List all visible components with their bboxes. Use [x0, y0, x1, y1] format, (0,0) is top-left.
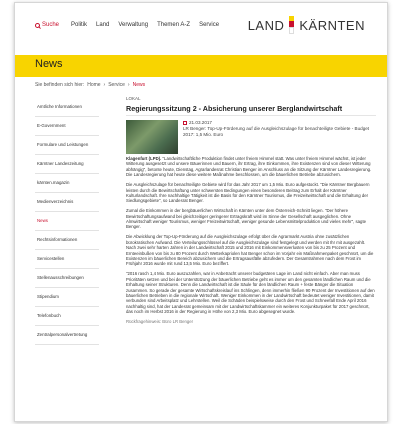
sidebar-item-news[interactable]: News: [35, 212, 99, 231]
article-subtitle: LR Benger: Top-Up-Förderung auf die Ausgleichszulage für benachteiligte Gebiete - Budget 2017: 1,5 Mio. Euro: [183, 126, 370, 137]
nav-item-themen[interactable]: Themen A-Z: [157, 22, 191, 28]
nav-item-politik[interactable]: Politik: [71, 22, 88, 28]
land-kaernten-logo[interactable]: [248, 16, 365, 34]
sidebar-item-e-government[interactable]: E-Government: [35, 117, 99, 136]
section-banner: [15, 55, 387, 77]
top-navigation: [15, 3, 387, 47]
breadcrumb-prefix: Sie befinden sich hier:: [35, 82, 85, 88]
nav-item-land[interactable]: Land: [96, 22, 110, 28]
brand-left: LAND: [247, 17, 285, 33]
search-icon: [35, 23, 40, 28]
sidebar-item-rechtsinformationen[interactable]: Rechtsinformationen: [35, 231, 99, 250]
search-link[interactable]: [35, 22, 59, 28]
article-lead: [126, 156, 376, 178]
breadcrumb-home[interactable]: Home: [87, 82, 101, 88]
article-body: [126, 156, 376, 324]
search-label: Suche: [42, 22, 60, 28]
category-label: LOKAL: [126, 96, 141, 101]
article-paragraph: Zumal die Einkommen in der bergbäuerlichen Wirtschaft in Kärnten unter dem Österreich-Schnitt liegen. "Der höhere Bewirtschaftungsaufwand bei gleichzeitiger geringerer Ertragskraft wird im Sinne der Gesellschaft ausgeglichen. Ohne Almwirtschaft weniger Tourismus, weniger Freizeitwirtschaft, weniger gesunde Lebensmittelproduktion und vieles mehr", sagte Benger.: [126, 208, 367, 230]
sidebar-item-formulare[interactable]: Formulare und Leistungen: [35, 136, 99, 155]
main-nav: [71, 22, 219, 28]
calendar-icon: [183, 121, 187, 125]
sidebar-item-kaernten-magazin[interactable]: kärnten.magazin: [35, 174, 99, 193]
sidebar-item-stipendium[interactable]: Stipendium: [35, 288, 99, 307]
nav-item-service[interactable]: Service: [199, 22, 220, 28]
section-title: News: [35, 58, 63, 70]
breadcrumb-current: News: [132, 82, 146, 88]
article-footer: Rückfragehinweis: Büro LR Benger: [126, 319, 194, 325]
sidebar-item-stellenausschreibungen[interactable]: Stellenausschreibungen: [35, 269, 99, 288]
sidebar-item-medienverzeichnis[interactable]: Medienverzeichnis: [35, 193, 99, 212]
article-meta: [183, 120, 376, 154]
lead-text: "Landwirtschaftliche Produktion findet unter freiem Himmel statt. Was unter freiem Himmel wächst, ist jeder Witterung ausgesetzt und unsere Bäuerinnen und Bauern, ihr Ertrag, ihre Einkommen, ihre Existenzen sind von dieser Witterung abhängig", betonte heute, Dienstag, Agrarlandesrat Christian Benger im Anschluss an die Sitzung der Kärntner Landesregierung. Die Landesregierung hat heute diese weitere Maßnahme beschlossen, um die bäuerlichen Betriebe abzusichern.: [126, 156, 372, 178]
nav-item-verwaltung[interactable]: Verwaltung: [118, 22, 149, 28]
sidebar-item-amtliche-informationen[interactable]: Amtliche Informationen: [35, 98, 99, 117]
article-paragraph: "2016 rasch 1,4 Mio. Euro auszuzahlen, war in Anbetracht unserer budgetären Lage im Land nicht einfach. Aber man muss Prioritäten setzen und bei der Unterstützung der bäuerlichen Betriebe geht es immer um den gesamten ländlichen Raum und die Erhaltung seiner Strukturen. Denn die Landwirtschaft ist die Säule für den ländlichen Raum + feste Bänger die Situation zusammen. So gerade der gesamte Wirtschaftskreislauf ins Schlingen, denn immerhin fließen 90 Prozent der Investitionen auf den bäuerlichen Betrieben in die regionale Wirtschaft. Weniger Einkommen in der Landwirtschaft bedeutet weniger Investitionen, damit verbunden sind Arbeitsplatz und Lehrstellen. Weil die Schäden beispielsweise durch den Frost und Schneefall Ende April 2016 nachhaltig sind, hat der Landesrat gemeinsam mit der Landwirtschaftskammer ein weiteres Konjunkturpaket für 2017 geschnürt, das noch im Herbst 2016 in der Regierung in Höhe von 2,3 Mio. Euro abgesegnet wurde.: [126, 271, 375, 315]
breadcrumb-service[interactable]: Service: [108, 82, 125, 88]
sidebar: [35, 98, 99, 345]
lead-dateline: Klagenfurt (LPD).: [126, 156, 162, 161]
browser-page: [14, 2, 388, 422]
sidebar-item-zentralpersonalvertretung[interactable]: Zentralpersonalvertretung: [35, 326, 99, 345]
brand-right: KÄRNTEN: [299, 17, 365, 33]
article-photo: [126, 120, 178, 154]
article: [126, 96, 376, 324]
article-date-text: 21.03.2017: [189, 120, 212, 125]
article-header: [126, 120, 376, 154]
sidebar-item-telefonbuch[interactable]: Telefonbuch: [35, 307, 99, 326]
sidebar-item-servicestellen[interactable]: Servicestellen: [35, 250, 99, 269]
breadcrumb: Sie befinden sich hier: Home › Service › News: [35, 82, 146, 88]
article-paragraph: Die Abwicklung der Top-Up-Förderung auf die Ausgleichszulage erfolgt über die Agrarmarkt Austria ohne zusätzlichen bürokratischen Aufwand. Die Verteilungsschlüssel auf die Ausgleichszulage sind festgelegt und werden mit Ihr mit ausgezahlt. Nach zwei sehr harten Jahren in der Landwirtschaft 2015 und 2016 mit Einkommensverlusten von bis zu 25 Prozent und Ernteeinbußen von bis zu 80 Prozent durch Wetterkapriolen hat Benger schon im Vorjahr ein Maßnahmenpaket geschnürt, um die Existenzen im bäuerlichen Bereich abzusichern und die Ertragsausfälle abzufedern. Der Gesamtrahmen nach dem Frost im Frühjahr 2016 wurde mit rund 13,5 Mio. Euro beziffert.: [126, 234, 374, 267]
article-headline: Regierungssitzung 2 - Absicherung unserer Berglandwirtschaft: [126, 104, 376, 116]
article-paragraph: Die Ausgleichszulage für benachteiligte Gebiete wird für das Jahr 2017 um 1,5 Mio. Euro aufgestockt. "Die Kärntner Bergbauern leisten durch die Bewirtschaftung unter schwersten Bedingungen einen besonderen Beitrag zum Erhalt der Kärntner Kulturlandschaft. Ihre nachhaltige Tätigkeit ist die Basis für den Kärntner Tourismus, die Freizeitwirtschaft und die Erhaltung der Siedlungsgebiete", so Landesrat Benger.: [126, 182, 370, 204]
carinthia-flag-icon: [289, 16, 294, 34]
sidebar-item-landeszeitung[interactable]: Kärntner Landeszeitung: [35, 155, 99, 174]
